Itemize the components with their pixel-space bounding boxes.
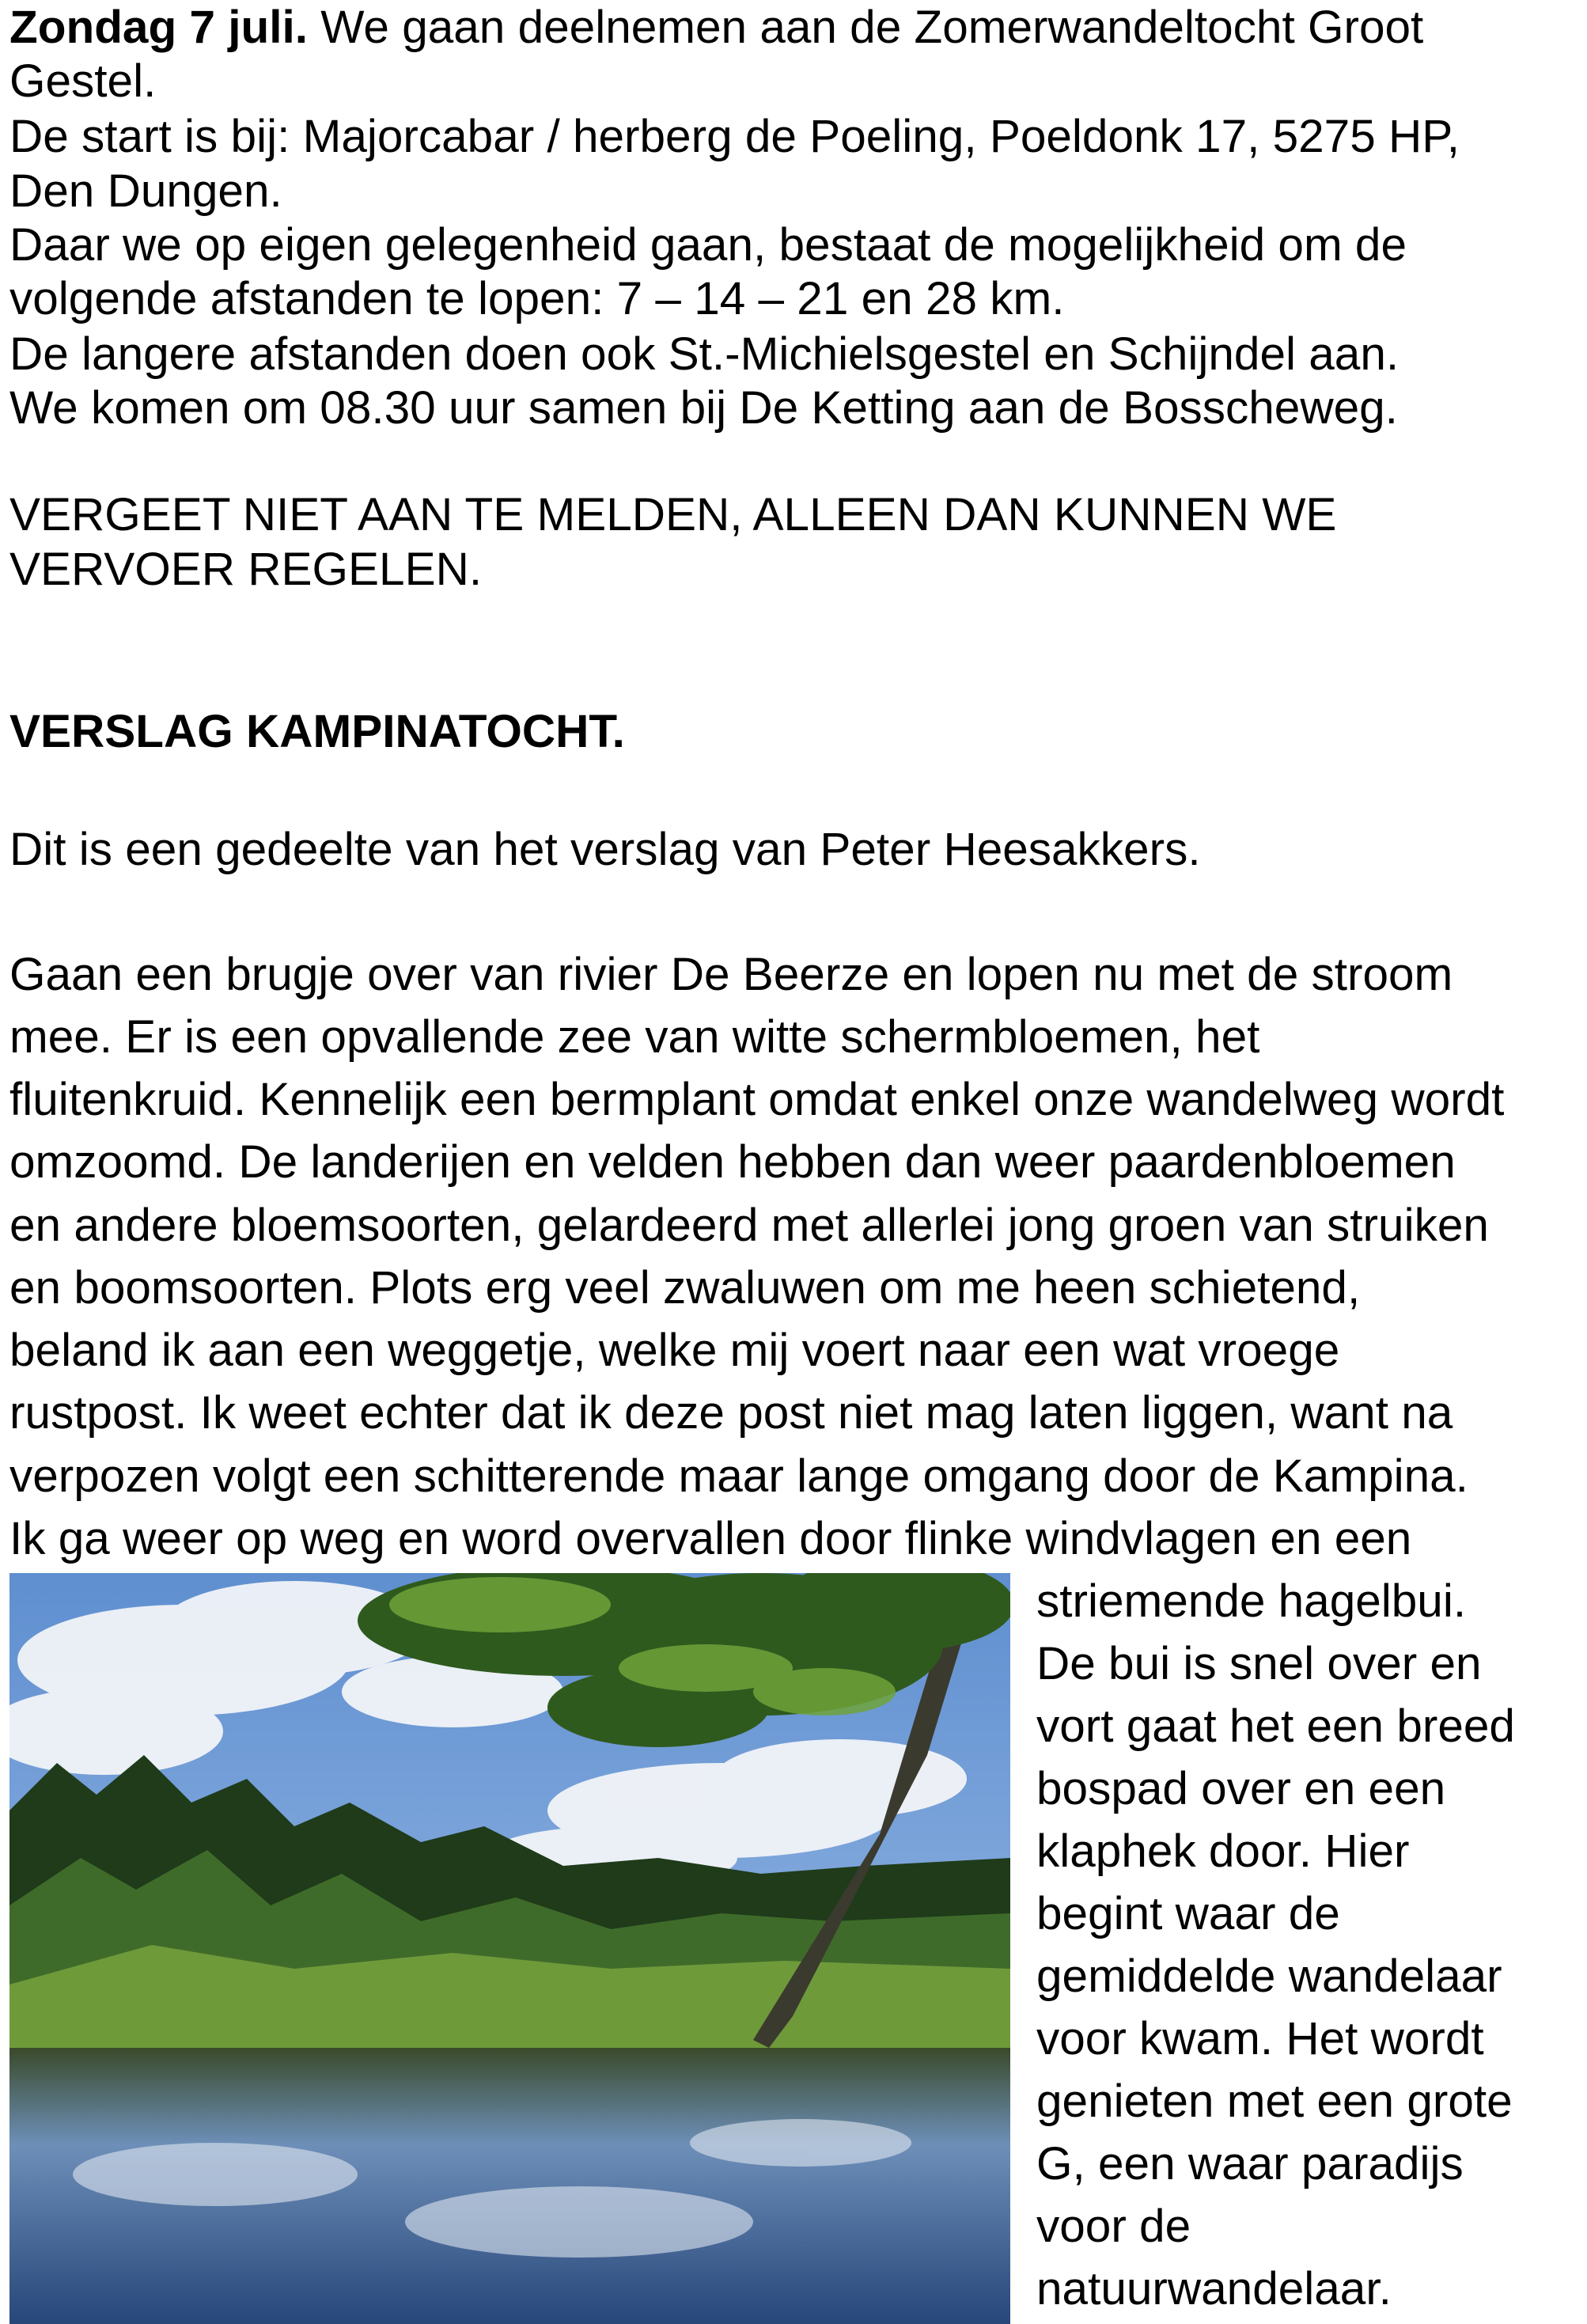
report-wrapped-line: genieten met een grote	[1036, 2076, 1513, 2127]
report-line: mee. Er is een opvallende zee van witte schermbloemen, het	[9, 1011, 1260, 1063]
report-line: Ik ga weer op weg en word overvallen door flinke windvlagen en een	[9, 1513, 1412, 1564]
report-line: en boomsoorten. Plots erg veel zwaluwen om me heen schietend,	[9, 1262, 1361, 1314]
report-line: rustpost. Ik weet echter dat ik deze post niet mag laten liggen, want na	[9, 1387, 1453, 1439]
report-line: omzoomd. De landerijen en velden hebben dan weer paardenbloemen	[9, 1136, 1456, 1188]
announcement-line-4: Den Dungen.	[9, 165, 282, 217]
notice-line-1: VERGEET NIET AAN TE MELDEN, ALLEEN DAN KUNNEN WE	[9, 489, 1337, 540]
report-line: fluitenkruid. Kennelijk een bermplant omdat enkel onze wandelweg wordt	[9, 1074, 1505, 1125]
kampina-river-illustration	[9, 1573, 1010, 2324]
report-heading: VERSLAG KAMPINATOCHT.	[9, 706, 625, 757]
announcement-line-1-text: We gaan deelnemen aan de Zomerwandeltocht Groot	[308, 2, 1424, 53]
report-wrapped-line: voor kwam. Het wordt	[1036, 2013, 1484, 2064]
report-wrapped-line: vort gaat het een breed	[1036, 1700, 1515, 1752]
report-wrapped-line: De bui is snel over en	[1036, 1638, 1482, 1689]
report-line: Gaan een brugje over van rivier De Beerze en lopen nu met de stroom	[9, 949, 1453, 1000]
report-line: en andere bloemsoorten, gelardeerd met allerlei jong groen van struiken	[9, 1200, 1489, 1251]
announcement-line-7: De langere afstanden doen ook St.-Michielsgestel en Schijndel aan.	[9, 328, 1400, 380]
report-intro: Dit is een gedeelte van het verslag van Peter Heesakkers.	[9, 824, 1201, 875]
announcement-line-6: volgende afstanden te lopen: 7 – 14 – 21 en 28 km.	[9, 273, 1065, 324]
report-wrapped-line: begint waar de	[1036, 1888, 1340, 1939]
announcement-date: Zondag 7 juli.	[9, 2, 308, 53]
announcement-line-3: De start is bij: Majorcabar / herberg de Poeling, Poeldonk 17, 5275 HP,	[9, 111, 1460, 162]
announcement-line-1	[9, 0, 1423, 59]
report-wrapped-line: voor de	[1036, 2201, 1191, 2252]
announcement-line-2: Gestel.	[9, 55, 157, 107]
report-wrapped-line: gemiddelde wandelaar	[1036, 1951, 1502, 2002]
report-line: beland ik aan een weggetje, welke mij voert naar een wat vroege	[9, 1325, 1340, 1376]
kampina-river-photo	[9, 1573, 1010, 2324]
announcement-line-8: We komen om 08.30 uur samen bij De Ketting aan de Bosscheweg.	[9, 382, 1398, 434]
report-wrapped-line: striemende hagelbui.	[1036, 1575, 1467, 1627]
announcement-line-5: Daar we op eigen gelegenheid gaan, bestaat de mogelijkheid om de	[9, 219, 1407, 271]
report-line: verpozen volgt een schitterende maar lange omgang door de Kampina.	[9, 1450, 1468, 1502]
report-wrapped-line: bospad over en een	[1036, 1763, 1446, 1814]
notice-line-2: VERVOER REGELEN.	[9, 544, 483, 595]
report-wrapped-line: G, een waar paradijs	[1036, 2138, 1464, 2189]
report-wrapped-line: klaphek door. Hier	[1036, 1825, 1410, 1877]
report-wrapped-line: natuurwandelaar.	[1036, 2263, 1392, 2315]
